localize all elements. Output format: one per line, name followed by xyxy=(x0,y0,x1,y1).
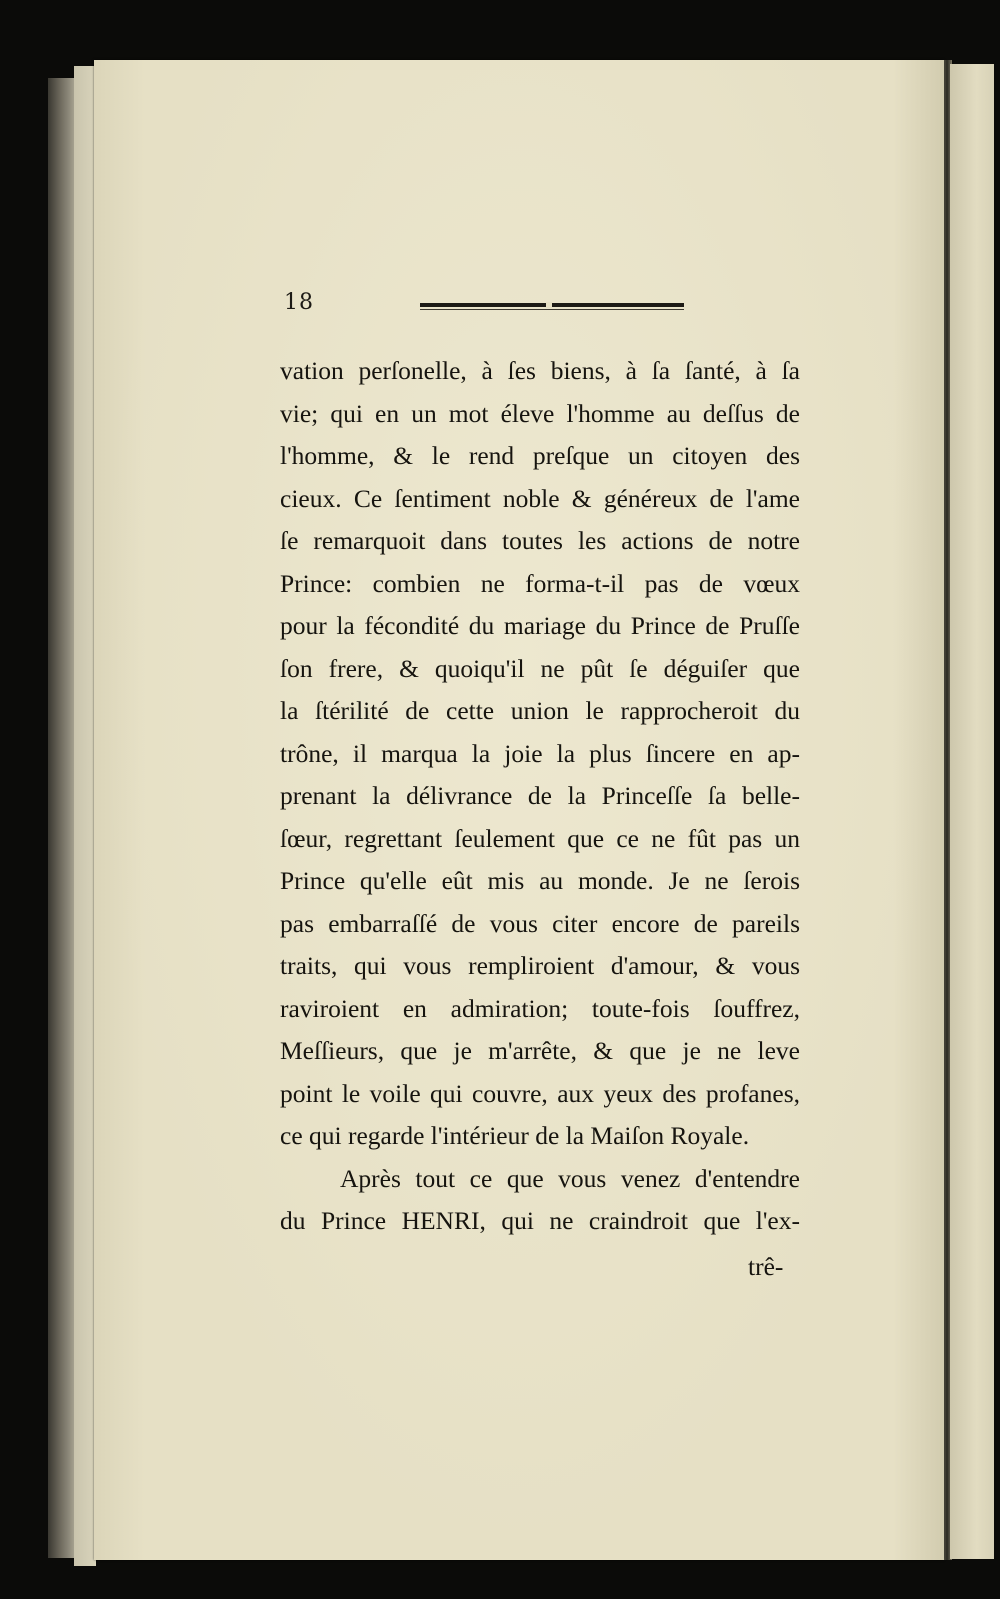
text-line: Prince: combien ne forma-t-il pas de vœux xyxy=(280,568,800,598)
text-line-paragraph-start: Après tout ce que vous venez d'entendre xyxy=(340,1163,800,1193)
text-line: pas embarraſſé de vous citer encore de pareils xyxy=(280,908,800,938)
text-line: l'homme, & le rend preſque un citoyen des xyxy=(280,441,800,470)
page-number: 18 xyxy=(284,290,314,315)
facing-page-edge xyxy=(950,64,994,1559)
text-line: ſe remarquoit dans toutes les actions de notre xyxy=(280,526,800,555)
text-line: ſœur, regrettant ſeulement que ce ne fût pas un xyxy=(280,823,800,853)
text-line: Prince qu'elle eût mis au monde. Je ne ſerois xyxy=(280,866,800,895)
header-rule xyxy=(420,303,684,311)
text-line: vation perſonelle, à ſes biens, à ſa ſanté, à ſa xyxy=(280,356,800,385)
text-line: vie; qui en un mot éleve l'homme au deſſus de xyxy=(280,398,800,428)
header-rule-thick xyxy=(420,303,684,307)
body-text xyxy=(280,350,800,1243)
header-rule-break xyxy=(546,302,552,308)
text-line: prenant la délivrance de la Princeſſe ſa belle- xyxy=(280,781,800,810)
page-stack-edge xyxy=(74,66,96,1566)
catchword: trê- xyxy=(748,1252,784,1281)
text-line: Meſſieurs, que je m'arrête, & que je ne leve xyxy=(280,1036,800,1065)
text-line: raviroient en admiration; toute-fois ſouffrez, xyxy=(280,993,800,1023)
text-line: la ſtérilité de cette union le rapprocheroit du xyxy=(280,696,800,725)
header-rule-thin xyxy=(420,309,684,310)
text-line: du Prince HENRI, qui ne craindroit que l'ex- xyxy=(280,1206,800,1235)
text-line: traits, qui vous rempliroient d'amour, & vous xyxy=(280,951,800,980)
text-line: cieux. Ce ſentiment noble & généreux de l'ame xyxy=(280,483,800,513)
text-line: ce qui regarde l'intérieur de la Maiſon Royale. xyxy=(280,1121,750,1150)
text-line: ſon frere, & quoiqu'il ne pût ſe déguiſer que xyxy=(280,653,800,683)
text-line: pour la fécondité du mariage du Prince de Pruſſe xyxy=(280,611,800,640)
text-line: point le voile qui couvre, aux yeux des profanes, xyxy=(280,1078,800,1108)
text-line: trône, il marqua la joie la plus ſincere en ap- xyxy=(280,738,800,768)
